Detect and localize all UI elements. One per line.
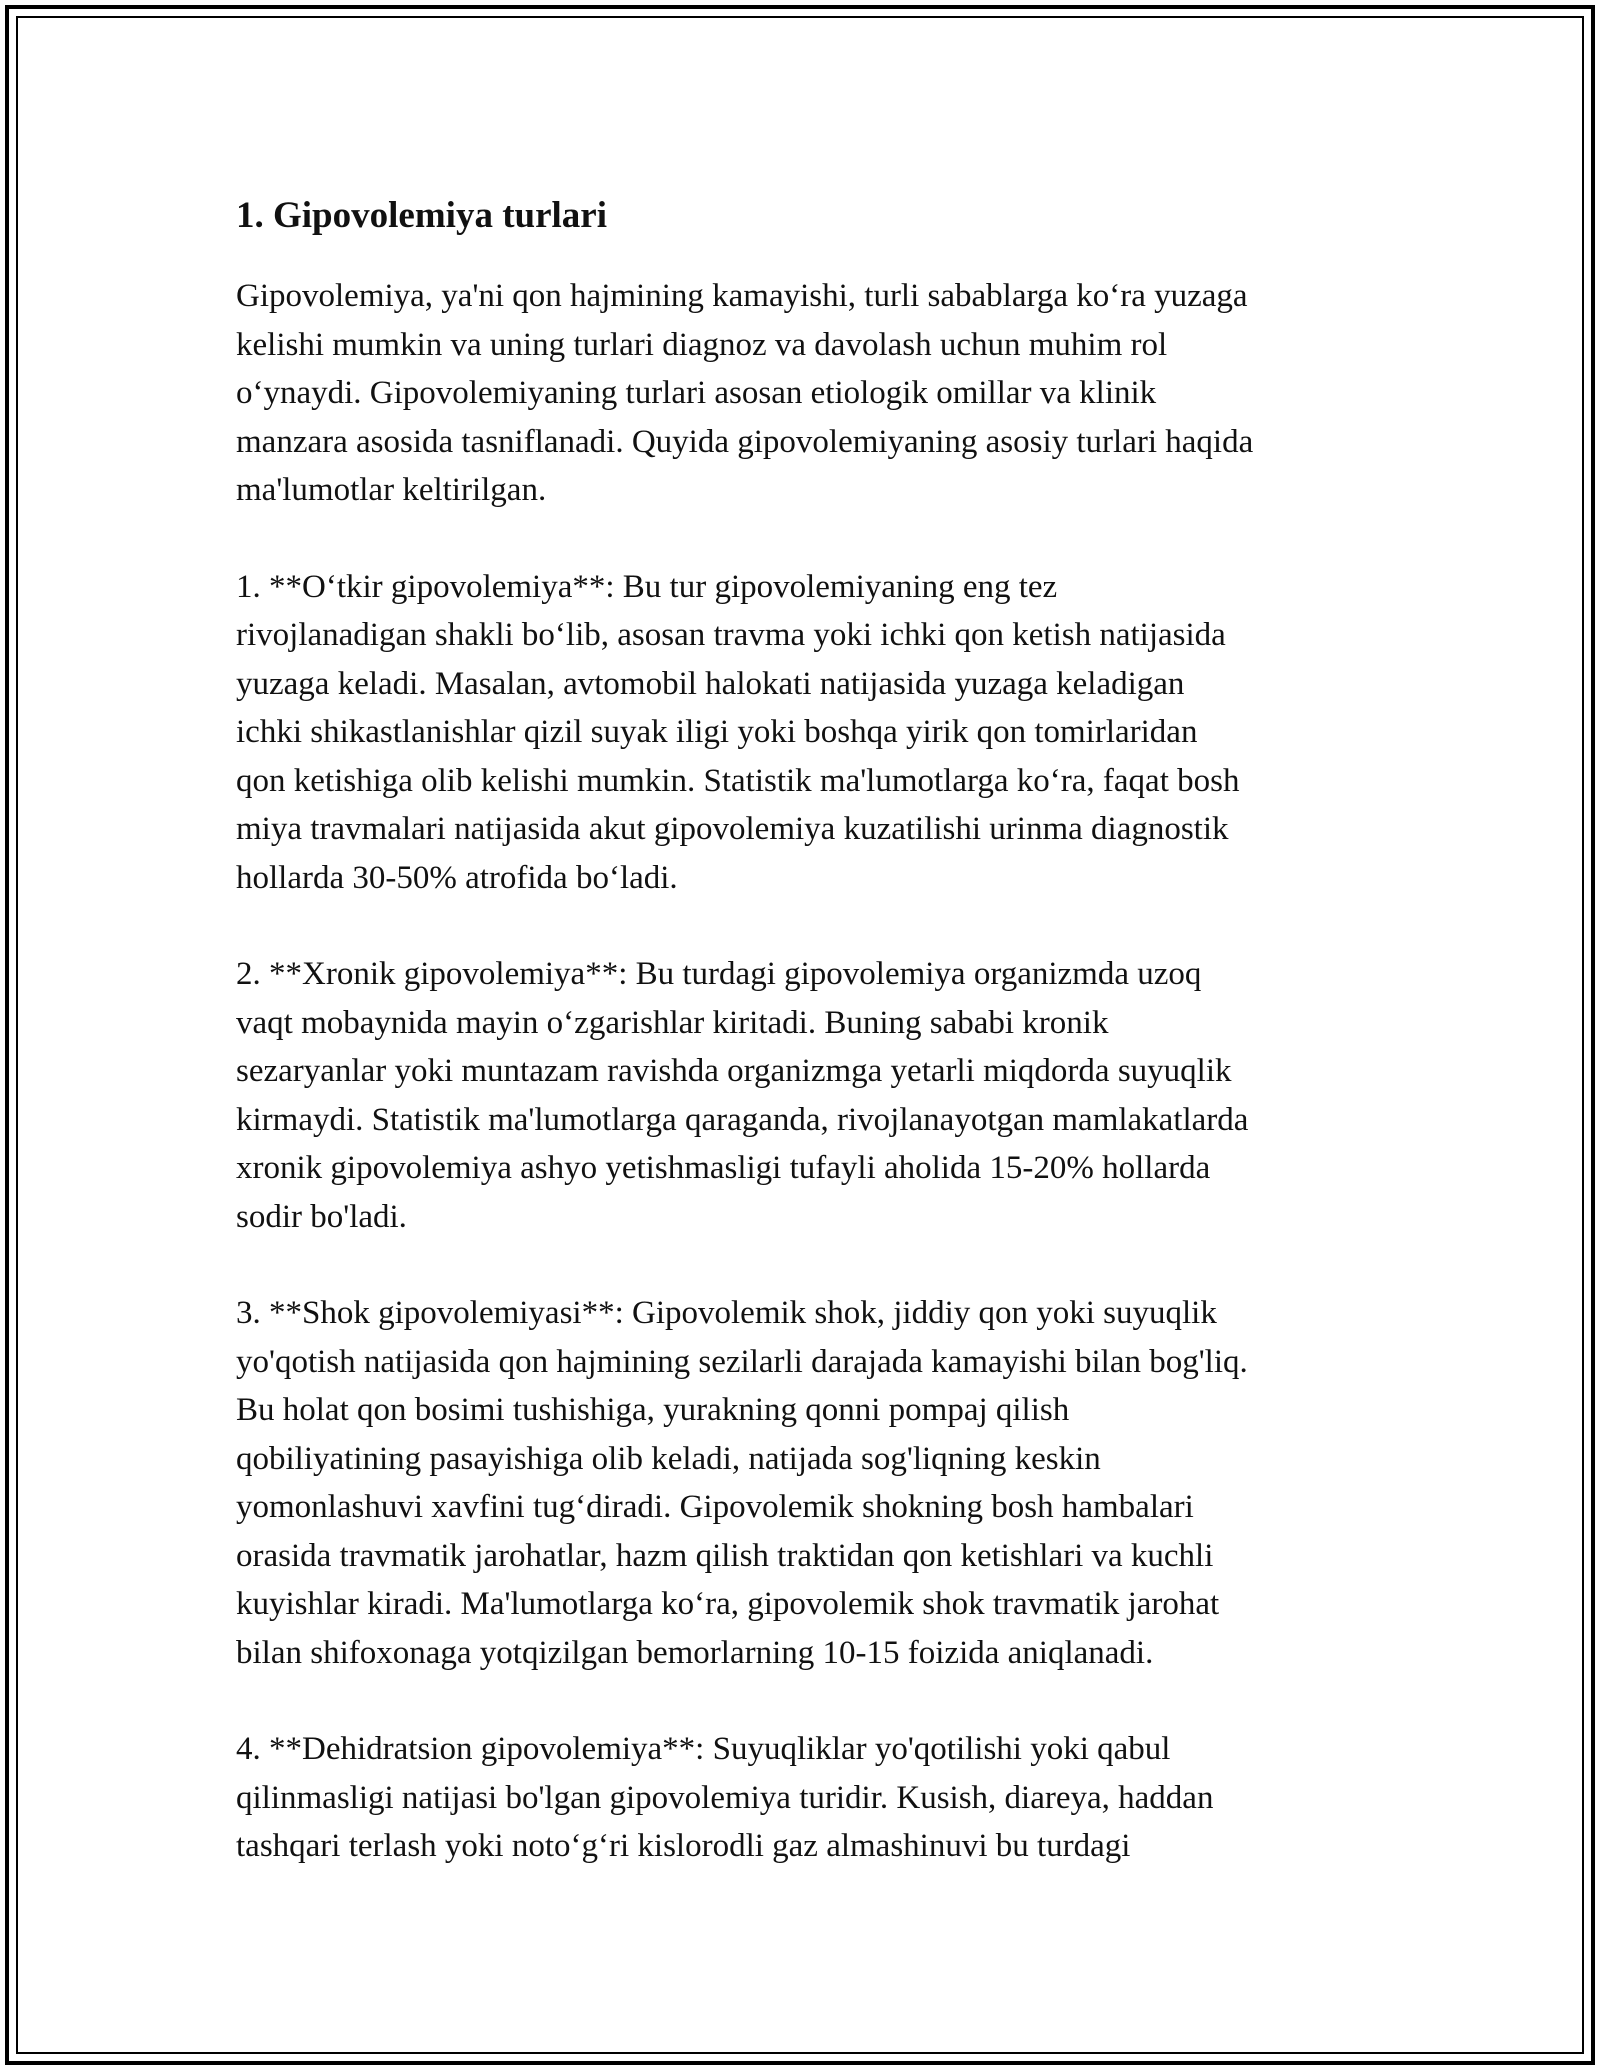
paragraph-chronic-hypovolemia: 2. **Xronik gipovolemiya**: Bu turdagi gipovolemiya organizmda uzoq vaqt mobaynida mayin o‘zgarishlar kiritadi. Buning sababi kronik sezaryanlar yoki muntazam ravishda organizmga yetarli miqdorda suyuqlik kirmaydi. Statistik ma'lumotlarga qaraganda, rivojlanayotgan mamlakatlarda xronik gipovolemiya ashyo yetishmasligi tufayli aholida 15-20% hollarda sodir bo'ladi.: [236, 956, 1249, 1235]
paragraph-dehydration-hypovolemia: 4. **Dehidratsion gipovolemiya**: Suyuqliklar yo'qotilishi yoki qabul qilinmasligi natijasi bo'lgan gipovolemiya turidir. Kusish, diareya, haddan tashqari terlash yoki noto‘g‘ri kislorodli gaz almashinuvi bu turdagi: [236, 1731, 1214, 1864]
document-body: [236, 188, 1376, 1919]
intro-paragraph: Gipovolemiya, ya'ni qon hajmining kamayishi, turli sabablarga ko‘ra yuzaga kelishi mumkin va uning turlari diagnoz va davolash uchun muhim rol o‘ynaydi. Gipovolemiyaning turlari asosan etiologik omillar va klinik manzara asosida tasniflanadi. Quyida gipovolemiyaning asosiy turlari haqida ma'lumotlar keltirilgan.: [236, 278, 1254, 508]
section-heading: 1. Gipovolemiya turlari: [236, 195, 607, 236]
paragraph-acute-hypovolemia: 1. **O‘tkir gipovolemiya**: Bu tur gipovolemiyaning eng tez rivojlanadigan shakli bo‘lib, asosan travma yoki ichki qon ketish natijasida yuzaga keladi. Masalan, avtomobil halokati natijasida yuzaga keladigan ichki shikastlanishlar qizil suyak iligi yoki boshqa yirik qon tomirlaridan qon ketishiga olib kelishi mumkin. Statistik ma'lumotlarga ko‘ra, faqat bosh miya travmalari natijasida akut gipovolemiya kuzatilishi urinma diagnostik hollarda 30-50% atrofida bo‘ladi.: [236, 568, 1240, 896]
paragraph-shock-hypovolemia: 3. **Shok gipovolemiyasi**: Gipovolemik shok, jiddiy qon yoki suyuqlik yo'qotish natijasida qon hajmining sezilarli darajada kamayishi bilan bog'liq. Bu holat qon bosimi tushishiga, yurakning qonni pompaj qilish qobiliyatining pasayishiga olib keladi, natijada sog'liqning keskin yomonlashuvi xavfini tug‘diradi. Gipovolemik shokning bosh hambalari orasida travmatik jarohatlar, hazm qilish traktidan qon ketishlari va kuchli kuyishlar kiradi. Ma'lumotlarga ko‘ra, gipovolemik shok travmatik jarohat bilan shifoxonaga yotqizilgan bemorlarning 10-15 foizida aniqlanadi.: [236, 1295, 1248, 1671]
